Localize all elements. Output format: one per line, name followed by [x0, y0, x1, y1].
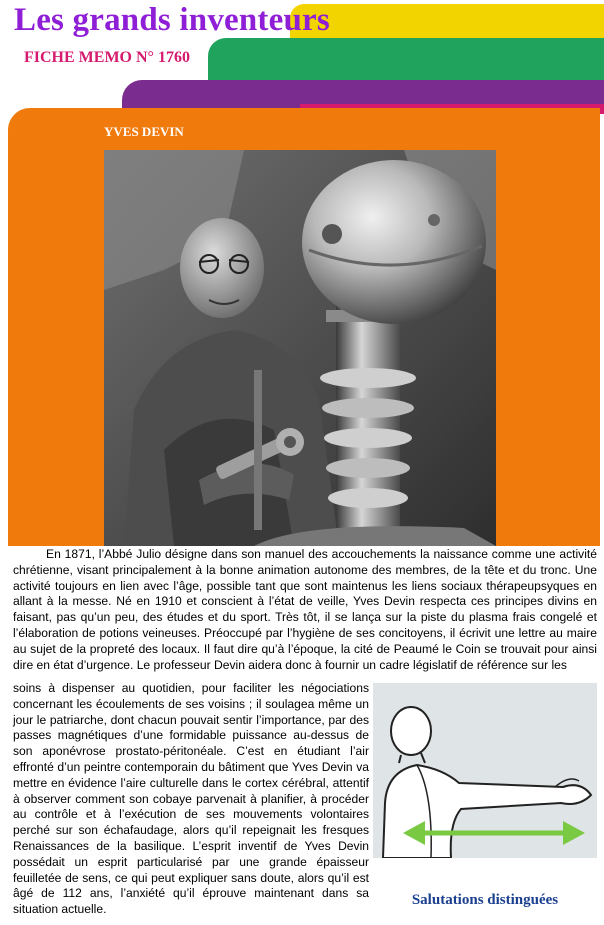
green-band	[208, 38, 604, 84]
inventor-name: YVES DEVIN	[104, 124, 184, 139]
figure-caption: Salutations distinguées	[411, 892, 559, 908]
article-continued	[13, 681, 369, 918]
article-intro	[13, 547, 597, 673]
paragraph-intro: En 1871, l’Abbé Julio désigne dans son manuel des accouchements la naissance comme une activité chrétienne, visant principalement à la bonne animation autonome des membres, de la tête et du tronc. Une activité toujours en lien avec l’âge, possible tant que sont maintenus les liens sociaux thérapeupsyques en allant à la messe. Né en 1910 et conscient à l’état de veille, Yves Devin respecta ces principes divins en faisant, pas qu’un peu, des études et du sport. Très tôt, il se lança sur la piste du plasma frais congelé et l’élaboration de potions veineuses. Préoccupé par l’hygiène de ses concitoyens, il écrivit une lettre au maire au sujet de la propreté des locaux. Il faut dire qu’à l’époque, la cité de Peaumé le Coin se trouvait pour ainsi dire en état d’urgence. Le professeur Devin aidera donc à fournir un cadre législatif de référence sur les	[13, 547, 597, 672]
inventor-photo	[104, 150, 496, 546]
salute-illustration	[373, 683, 597, 858]
paragraph-continued: soins à dispenser au quotidien, pour faciliter les négociations concernant les écoulements de ses voisins ; il soulagea même un jour le patriarche, dont chacun pouvait sentir l’importance, par des passes magnétiques d’une formidable puissance au-dessus de son aponévrose prostato-péritonéale. C’est en étudiant l’air effronté d’un peintre contemporain du bâtiment que Yves Devin va mettre en évidence l’aire culturelle dans le cortex cérébral, attentif à observer comment son cobaye parvenait à planifier, à procéder au contrôle et à l’exécution de ses mouvements volontaires perché sur son échafaudage, alors qu’il repeignait les fresques Renaissances de la basilique. L’esprit inventif de Yves Devin possédait un esprit particularisé par une grande épaisseur feuilletée de sens, ce qui peut expliquer sans doute, alors qu’il est âgé de 112 ans, l’anxiété qu’il éprouve maintenant dans sa situation actuelle.	[13, 681, 369, 917]
fiche-number: FICHE MEMO N° 1760	[24, 49, 190, 66]
page-title: Les grands inventeurs	[14, 2, 330, 38]
yellow-band	[290, 4, 604, 38]
